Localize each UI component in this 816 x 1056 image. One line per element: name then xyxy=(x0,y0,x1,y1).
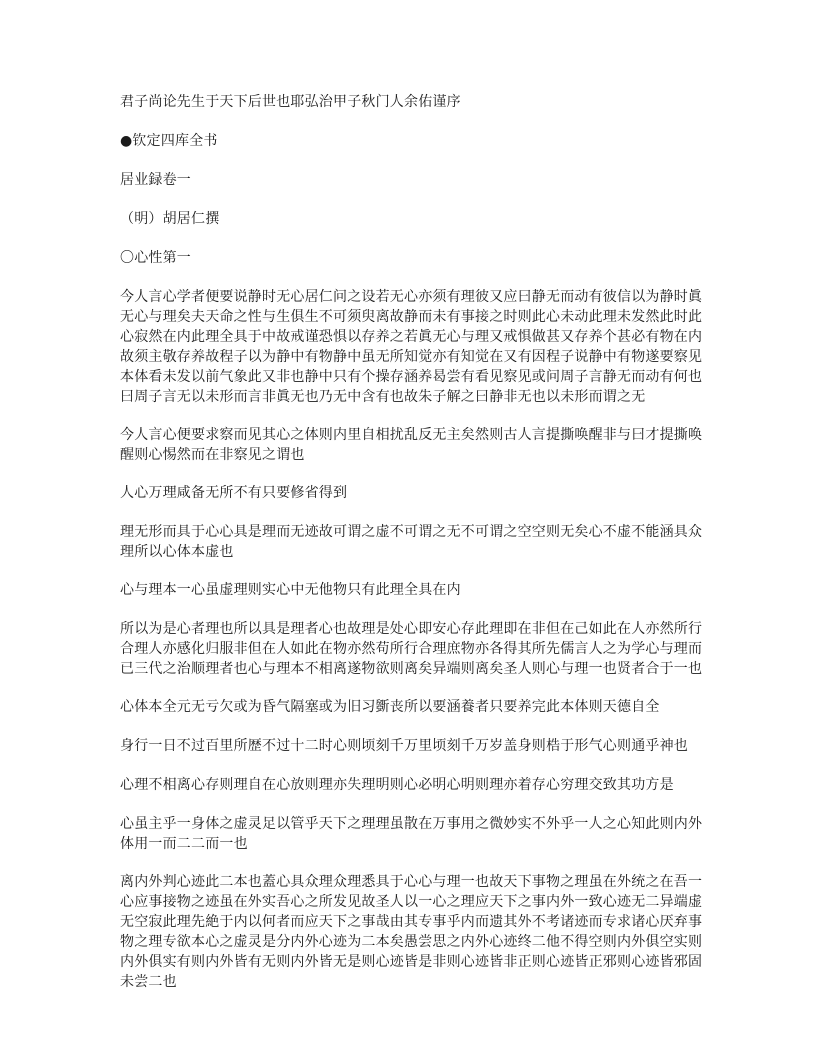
paragraph: 身行一日不过百里所歴不过十二时心则顷刻千万里顷刻千万岁盖身则梏于形气心则通乎神也 xyxy=(120,738,688,754)
chapter-title: 〇心性第一 xyxy=(120,250,191,266)
paragraph: 人心万理咸备无所不有只要修省得到 xyxy=(120,485,348,501)
paragraph: 所以为是心者理也所以具是理者心也故理是处心即安心存此理即在非但在己如此在人亦然所行合理人亦感化归服非但在人如此在物亦然苟所行合理庶物亦各得其所先儒言人之为学心与理而已三代之治顺理者也心与理本不相离遂物欲则离矣异端则离矣圣人则心与理一也贤者合于一也 xyxy=(120,621,703,677)
paragraph: 今人言心学者便要说静时无心居仁问之设若无心亦须有理彼又应曰静无而动有彼信以为静时眞无心与理矣夫天命之性与生俱生不可须臾离故静而未有事接之时则此心未动此理未发然此时此心寂然在内此理全具于中故戒谨恐惧以存养之若眞无心与理又戒惧做甚又存养个甚必有物在内故须主敬存养故程子以为静中有物静中虽无所知觉亦有知觉在又有因程子说静中有物遂要察见本体看未发以前气象此又非也静中只有个操存涵养曷尝有看见察见或问周子言静无而动有何也曰周子言无以未形而言非眞无也乃无中含有也故朱子解之曰静非无也以未形而谓之无 xyxy=(120,289,703,405)
preface-closing-line: 君子尚论先生于天下后世也耶弘治甲子秋门人余佑谨序 xyxy=(120,94,461,110)
book-title: 居业録卷一 xyxy=(120,172,191,188)
author-line: （明）胡居仁撰 xyxy=(120,211,220,227)
paragraph: 今人言心便要求察而见其心之体则内里自相扰乱反无主矣然则古人言提撕唤醒非与曰才提撕唤醒则心惕然而在非察见之谓也 xyxy=(120,427,703,463)
paragraph: 心理不相离心存则理自在心放则理亦失理明则心必明心明则理亦着存心穷理交致其功方是 xyxy=(120,777,674,793)
paragraph: 心虽主乎一身体之虚灵足以管乎天下之理理虽散在万事用之微妙实不外乎一人之心知此则内外体用一而二二而一也 xyxy=(120,816,703,852)
paragraph: 离内外判心迹此二本也蓋心具众理众理悉具于心心与理一也故天下事物之理虽在外统之在吾一心应事接物之迹虽在外实吾心之所发见故圣人以一心之理应天下之事内外一致心迹无二异端虚无空寂此理先絶于内以何者而应天下之事哉由其专事乎内而遗其外不考诸迹而专求诸心厌弃事物之理专欲本心之虚灵是分内外心迹为二本矣愚尝思之内外心迹终二他不得空则内外俱空实则内外俱实有则内外皆有无则内外皆无是则心迹皆是非则心迹皆非正则心迹皆正邪则心迹皆邪固未尝二也 xyxy=(120,874,703,990)
paragraph: 理无形而具于心心具是理而无迹故可谓之虚不可谓之无不可谓之空空则无矣心不虚不能涵具众理所以心体本虚也 xyxy=(120,524,703,560)
paragraph: 心体本全元无亏欠或为昏气隔塞或为旧习斵丧所以要涵養者只要养完此本体则天德自全 xyxy=(120,699,660,715)
paragraph: 心与理本一心虽虚理则实心中无他物只有此理全具在内 xyxy=(120,582,461,598)
collection-title: ●钦定四库全书 xyxy=(120,133,218,149)
